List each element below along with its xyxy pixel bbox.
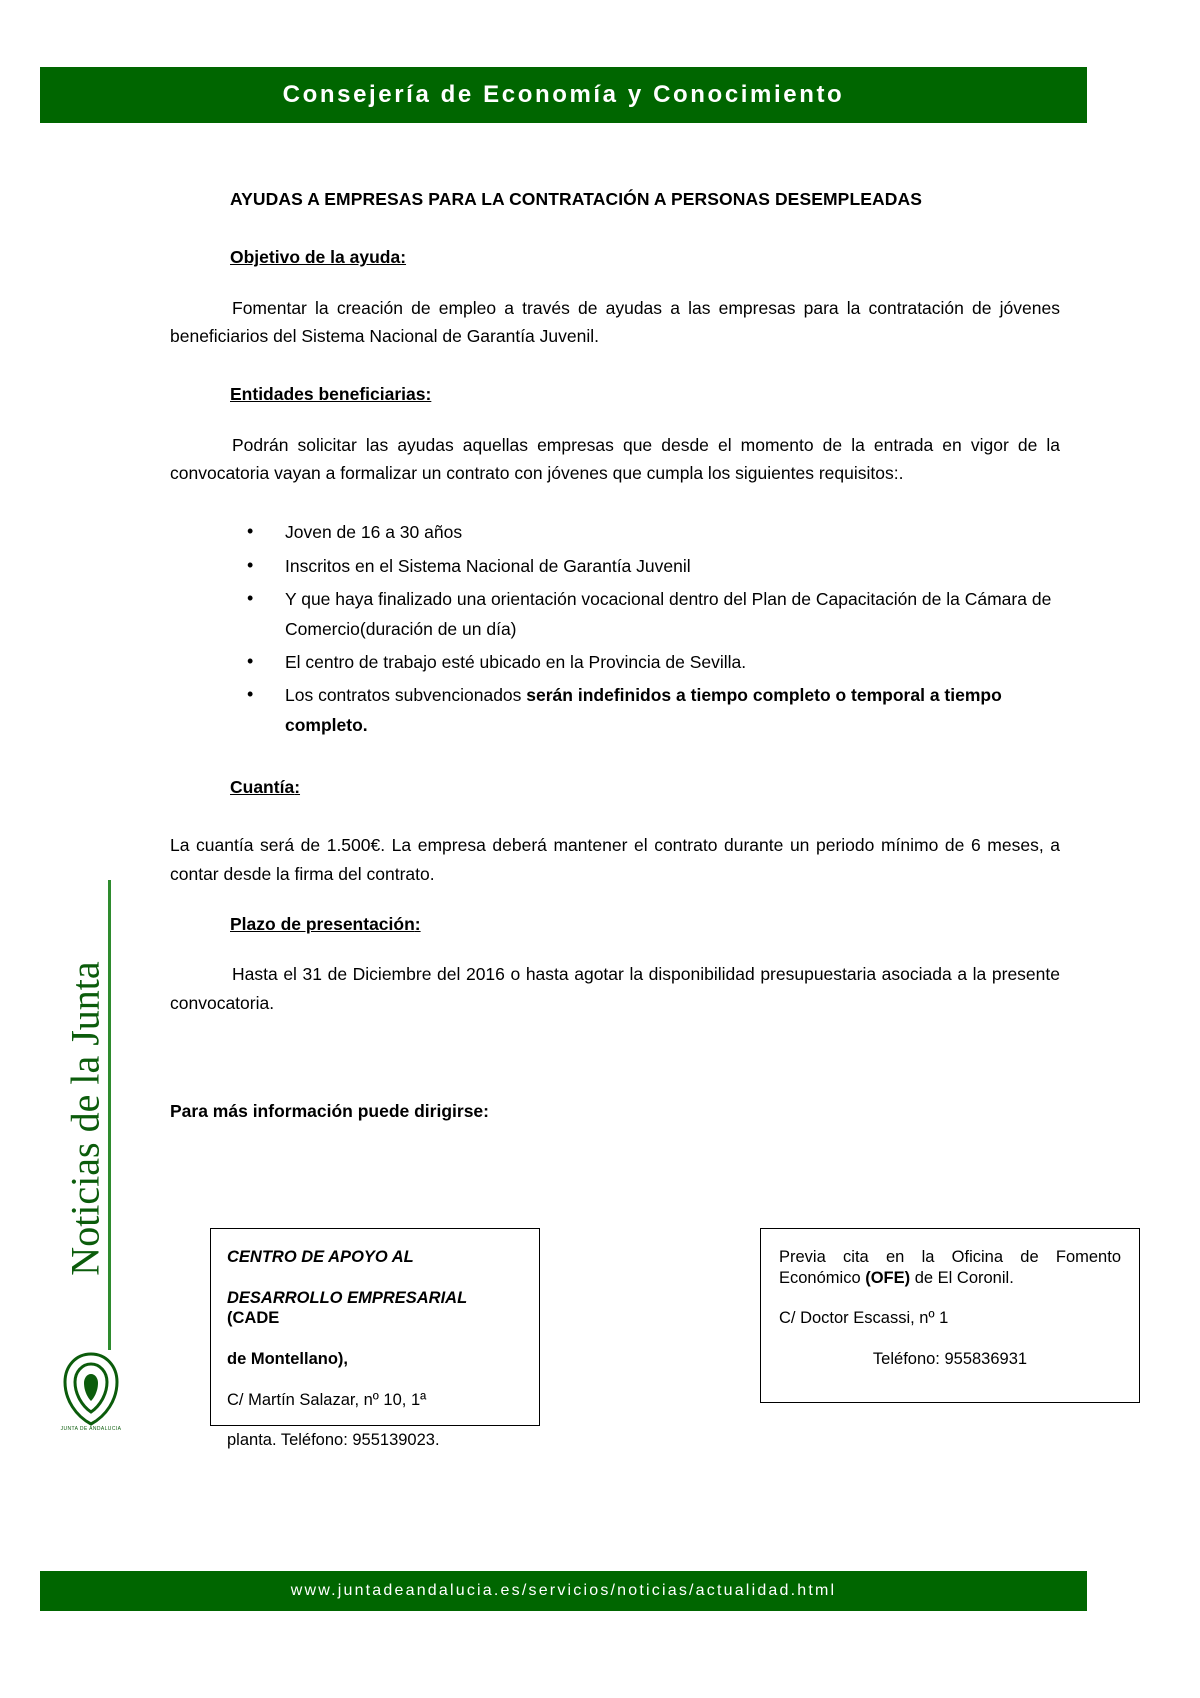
footer-url[interactable]: www.juntadeandalucia.es/servicios/noticias/actualidad.html (290, 1582, 837, 1599)
section-heading-plazo-text: Plazo de presentación (230, 914, 415, 935)
ofe-line-1 (779, 1247, 1121, 1288)
list-item (285, 680, 1060, 740)
ofe-line-3: Teléfono: 955836931 (872, 1349, 1028, 1368)
requirements-list (170, 517, 1060, 740)
cade-line-2-plain: (CADE (227, 1309, 280, 1328)
section-heading-cuantia-text: Cuantía (230, 777, 295, 798)
list-item: • Joven de 16 a 30 años (285, 517, 1060, 547)
cade-line-1: CENTRO DE APOYO AL (227, 1248, 414, 1266)
cade-line-3-text: de Montellano), (227, 1349, 348, 1368)
ofe-line-1-b: de El Coronil. (910, 1268, 1014, 1287)
cade-line-4: C/ Martín Salazar, nº 10, 1ª (227, 1390, 427, 1409)
header-title: Consejería de Economía y Conocimiento (282, 81, 845, 108)
contact-box-cade (210, 1228, 540, 1450)
section-body-cuantia: La cuantía será de 1.500€. La empresa deberá mantener el contrato durante un periodo mínimo de 6 meses, a contar desde la firma del contrato. (170, 835, 1060, 884)
section-heading-objetivo: Objetivo de la ayuda: (230, 247, 407, 268)
cade-line-2 (227, 1288, 523, 1329)
list-item: • Inscritos en el Sistema Nacional de Garantía Juvenil (285, 551, 1060, 581)
section-body-objetivo: Fomentar la creación de empleo a través de ayudas a las empresas para la contratación de jóvenes beneficiarios del Sistema Nacional de Garantía Juvenil. (170, 297, 1060, 347)
cade-line-5: planta. Teléfono: 955139023. (227, 1431, 440, 1450)
ofe-line-1-a: Previa cita en la Oficina de Fomento Económico (779, 1248, 1121, 1287)
section-body-entidades: Podrán solicitar las ayudas aquellas empresas que desde el momento de la entrada en vigor de la convocatoria vayan a formalizar un contrato con jóvenes que cumpla los siguientes requisitos:. (170, 434, 1060, 484)
list-item-text: Los contratos subvencionados (285, 684, 527, 705)
document-body (170, 185, 1060, 1125)
page-header (40, 67, 1087, 123)
list-item: • El centro de trabajo esté ubicado en la Provincia de Sevilla. (285, 647, 1060, 677)
list-item: • Y que haya finalizado una orientación vocacional dentro del Plan de Capacitación de la Cámara de Comercio(duración de un día) (285, 584, 1060, 644)
more-info-heading: Para más información puede dirigirse: (170, 1101, 489, 1122)
ofe-acronym: (OFE) (865, 1268, 911, 1287)
sidebar-label: Noticias de la Junta (62, 961, 108, 1276)
list-item-emphasis: serán indefinidos a tiempo completo o temporal a tiempo completo. (285, 684, 1002, 735)
ofe-line-2: C/ Doctor Escassi, nº 1 (779, 1309, 949, 1328)
cade-line-2-italic: DESARROLLO EMPRESARIAL (227, 1288, 467, 1307)
section-heading-cuantia (170, 773, 1060, 801)
contact-box-ofe (760, 1228, 1140, 1403)
junta-de-andalucia-logo-icon (60, 1350, 122, 1428)
cade-line-3 (227, 1349, 523, 1370)
page-footer (40, 1571, 1087, 1611)
section-heading-plazo-colon: : (414, 914, 421, 935)
section-heading-plazo (170, 910, 1060, 938)
section-heading-cuantia-colon: : (294, 777, 301, 798)
section-body-plazo: Hasta el 31 de Diciembre del 2016 o hasta agotar la disponibilidad presupuestaria asociada a la presente convocatoria. (170, 964, 1060, 1013)
sidebar-branding (20, 880, 130, 1440)
logo-caption: JUNTA DE ANDALUCIA (60, 1426, 122, 1432)
contact-boxes (170, 1228, 1121, 1450)
section-heading-entidades: Entidades beneficiarias: (230, 384, 432, 405)
page-title: AYUDAS A EMPRESAS PARA LA CONTRATACIÓN A PERSONAS DESEMPLEADAS (230, 189, 922, 209)
